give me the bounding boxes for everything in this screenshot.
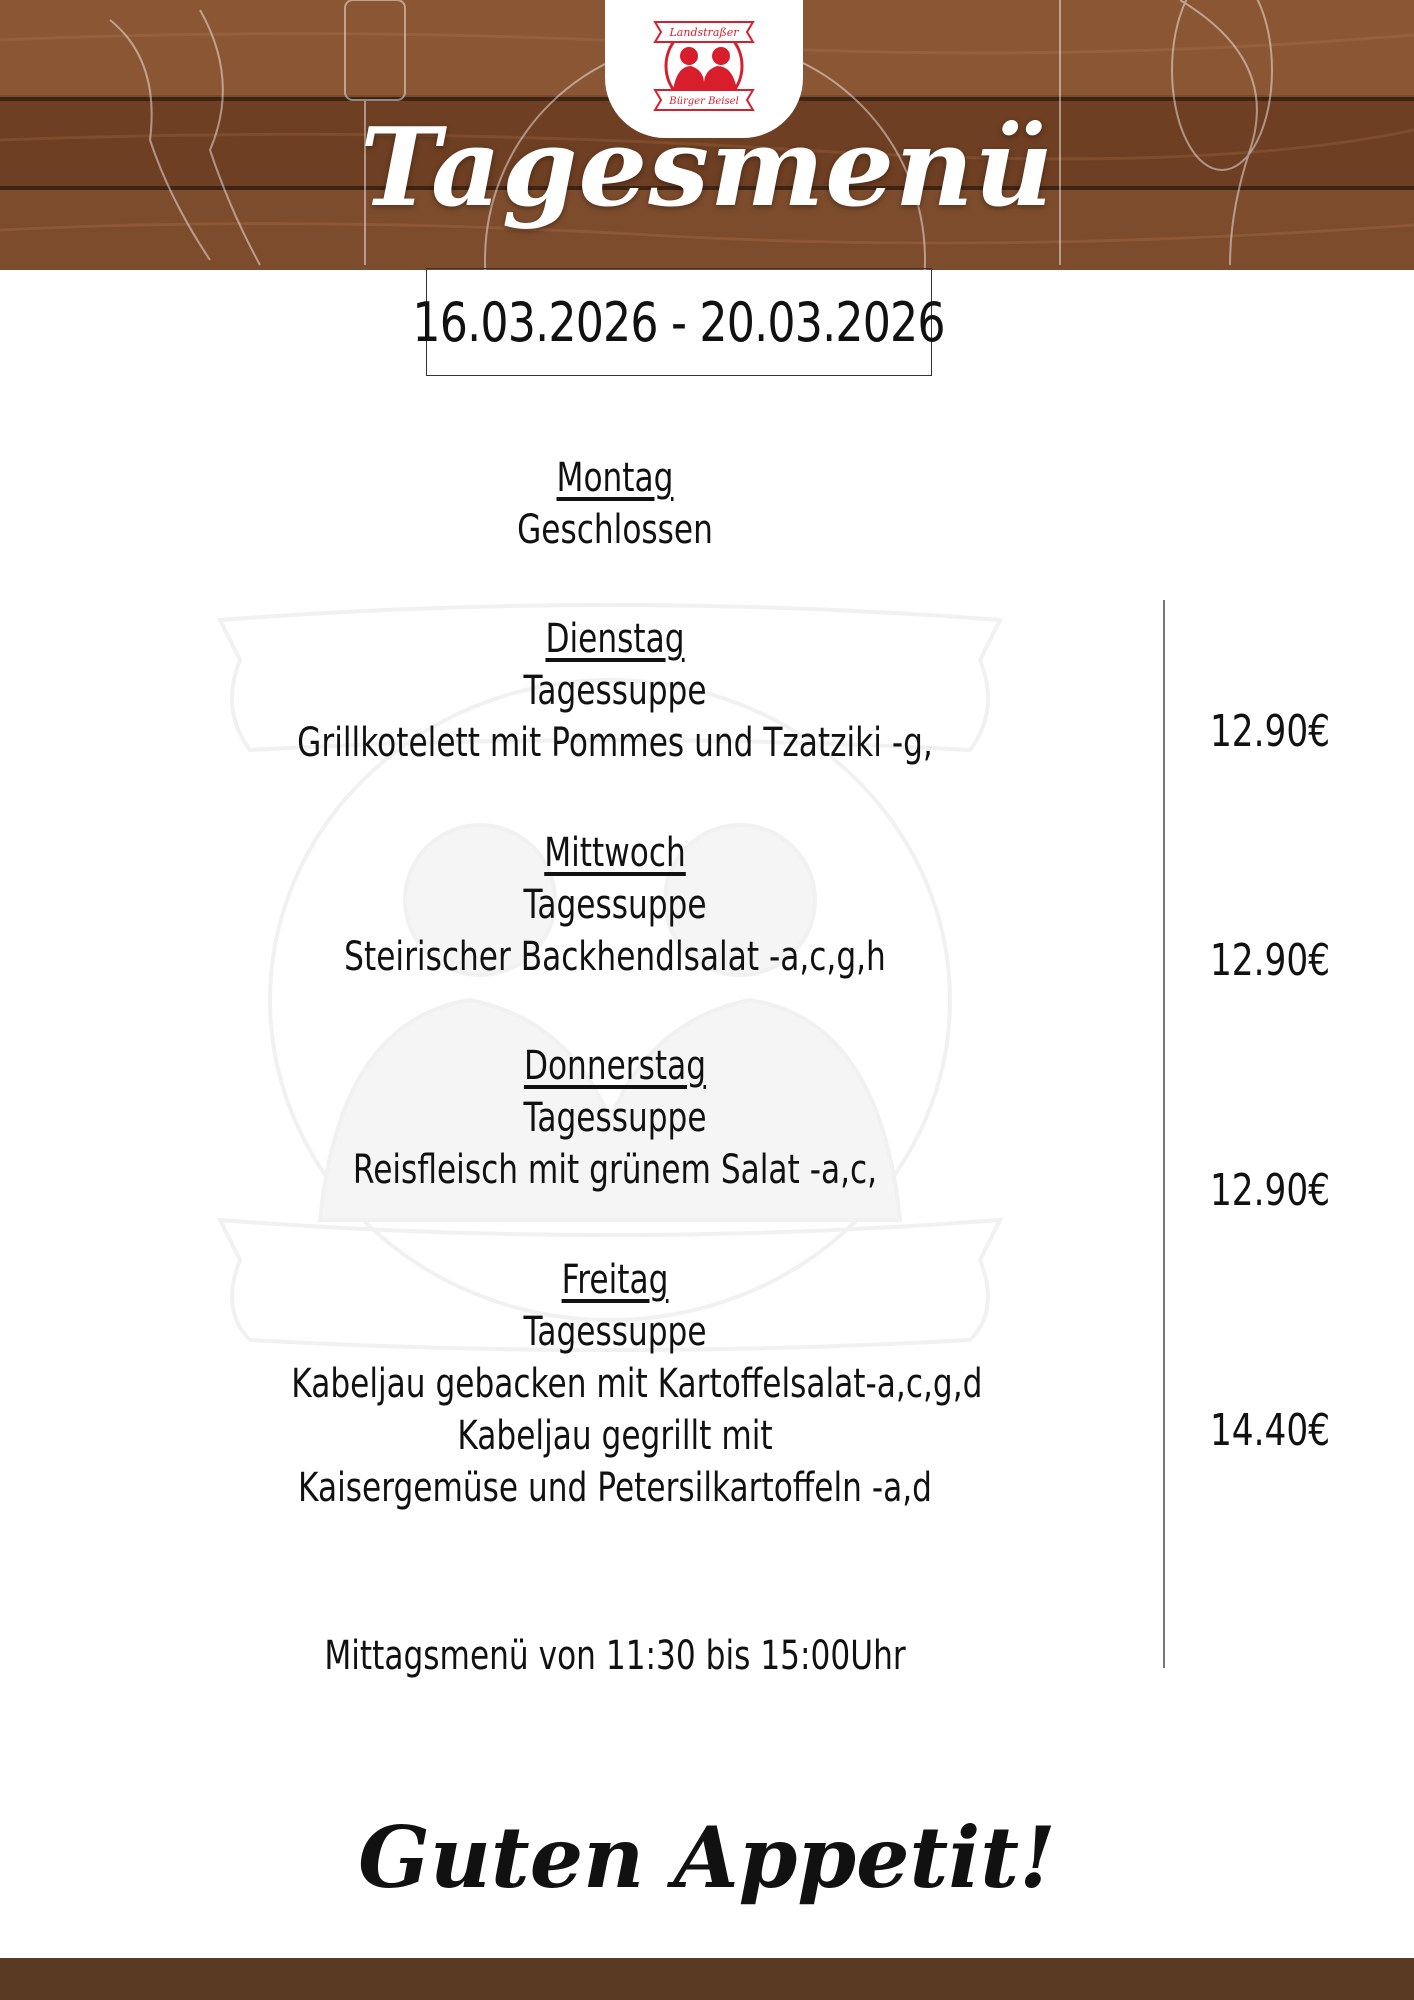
price-friday: 14.40€ [1209,1405,1331,1456]
day-tuesday [200,613,1030,769]
day-name: Mittwoch [544,830,686,876]
menu-line: Geschlossen [517,507,713,553]
menu-line: Steirischer Backhendlsalat -a,c,g,h [344,934,886,980]
date-range-box [412,268,946,376]
menu-line: Tagessuppe [523,668,707,714]
bottom-wood-band [0,1958,1414,2000]
logo-bottom-text: Bürger Beisel [669,96,739,107]
date-range: 16.03.2026 - 20.03.2026 [412,290,946,354]
lunch-hours-text: Mittagsmenü von 11:30 bis 15:00Uhr [324,1633,906,1679]
price-wednesday: 12.90€ [1209,935,1331,986]
menu-line: Kabeljau gegrillt mit [457,1413,773,1459]
day-monday [200,452,1030,556]
header-wood-banner [0,0,1414,270]
logo-top-text: Landstraßer [669,26,739,39]
price-column-divider [1163,600,1165,1668]
day-name: Donnerstag [523,1043,707,1089]
price-tuesday: 12.90€ [1209,706,1331,757]
menu-line: Reisfleisch mit grünem Salat -a,c, [352,1147,878,1193]
day-friday [200,1254,1030,1514]
menu-line: Tagessuppe [523,882,707,928]
menu-line: Tagessuppe [523,1095,707,1141]
menu-line: Tagessuppe [523,1309,707,1355]
lunch-hours-note [200,1630,1030,1682]
page-title: Tagesmenü [359,105,1055,231]
menu-line: Grillkotelett mit Pommes und Tzatziki -g, [297,720,933,766]
day-thursday [200,1040,1030,1196]
restaurant-logo [651,8,757,120]
day-name: Montag [556,455,674,501]
menu-line: Kaisergemüse und Petersilkartoffeln -a,d [298,1465,932,1511]
closing-greeting: Guten Appetit! [358,1808,1056,1907]
day-name: Dienstag [545,616,685,662]
day-wednesday [200,827,1030,983]
price-thursday: 12.90€ [1209,1165,1331,1216]
menu-line: Kabeljau gebacken mit Kartoffelsalat-a,c,g,d [291,1361,983,1407]
day-name: Freitag [561,1257,669,1303]
